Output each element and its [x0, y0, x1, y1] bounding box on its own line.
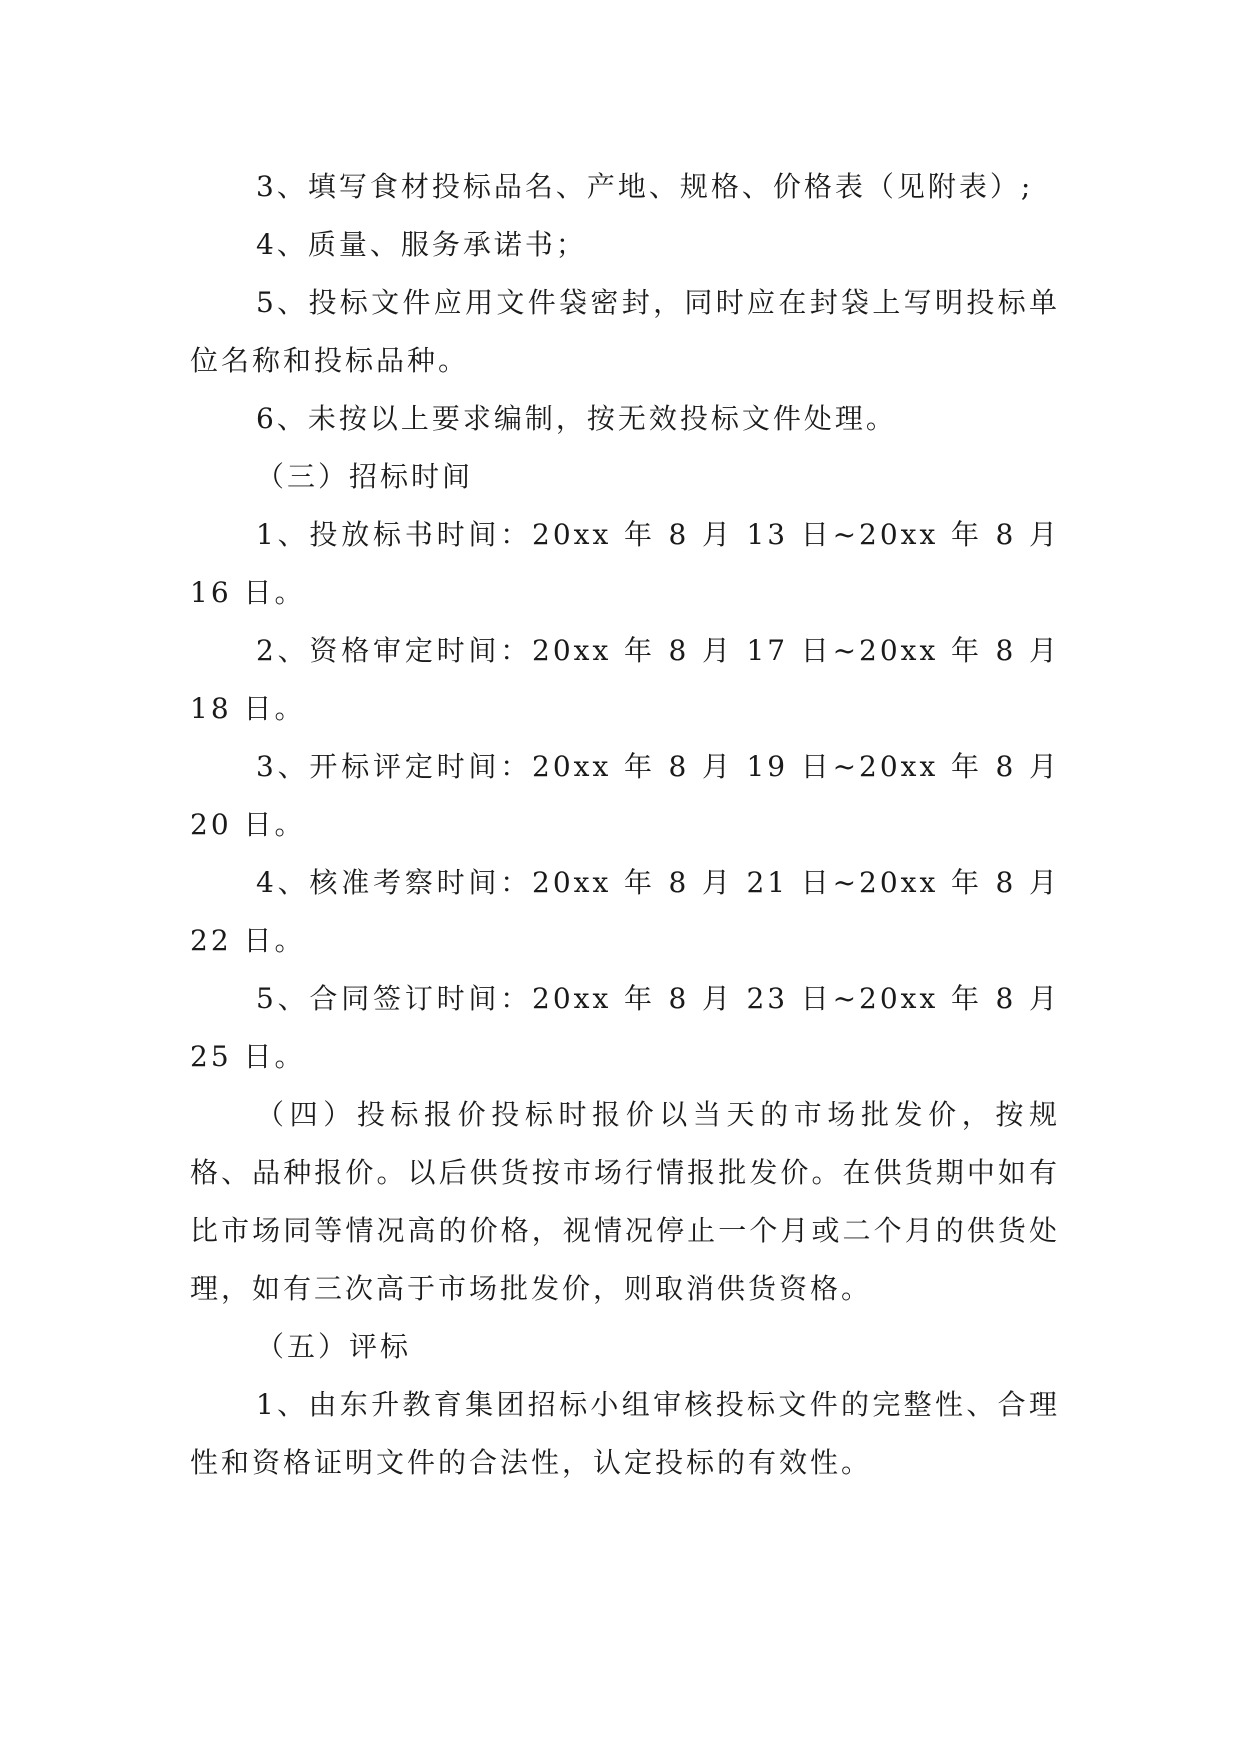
time-item-5: 5、合同签订时间：20xx 年 8 月 23 日~20xx 年 8 月 25 日。	[190, 982, 1060, 1073]
item-5-sealing: 5、投标文件应用文件袋密封，同时应在封袋上写明投标单位名称和投标品种。	[190, 286, 1060, 377]
item-6-invalid: 6、未按以上要求编制，按无效投标文件处理。	[256, 402, 897, 435]
item-3-price-table: 3、填写食材投标品名、产地、规格、价格表（见附表）;	[256, 170, 1034, 203]
item-4-commitment: 4、质量、服务承诺书；	[256, 228, 587, 261]
evaluation-item-1: 1、由东升教育集团招标小组审核投标文件的完整性、合理性和资格证明文件的合法性，认定投标的有效性。	[190, 1388, 1060, 1479]
section-heading-evaluation: （五）评标	[256, 1330, 412, 1363]
document-body	[190, 158, 1060, 1492]
time-item-3: 3、开标评定时间：20xx 年 8 月 19 日~20xx 年 8 月 20 日。	[190, 750, 1060, 841]
time-item-4: 4、核准考察时间：20xx 年 8 月 21 日~20xx 年 8 月 22 日。	[190, 866, 1060, 957]
time-item-2: 2、资格审定时间：20xx 年 8 月 17 日~20xx 年 8 月 18 日。	[190, 634, 1060, 725]
section-heading-bidding-time: （三）招标时间	[256, 460, 474, 493]
section-bid-quotation: （四）投标报价投标时报价以当天的市场批发价，按规格、品种报价。以后供货按市场行情报批发价。在供货期中如有比市场同等情况高的价格，视情况停止一个月或二个月的供货处理，如有三次高于市场批发价，则取消供货资格。	[190, 1098, 1060, 1305]
time-item-1: 1、投放标书时间：20xx 年 8 月 13 日~20xx 年 8 月 16 日。	[190, 518, 1060, 609]
